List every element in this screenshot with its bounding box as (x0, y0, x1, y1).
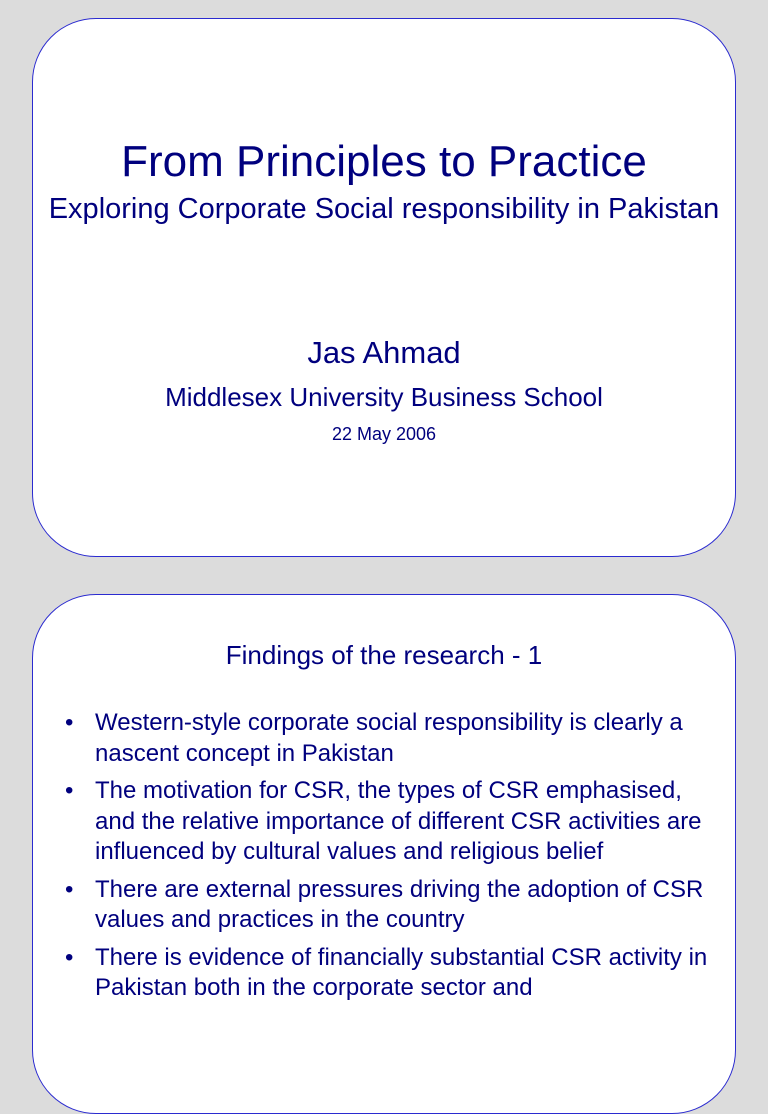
bullet-text: Western-style corporate social responsibility is clearly a nascent concept in Pakistan (95, 709, 683, 767)
author-affiliation: Middlesex University Business School (165, 382, 603, 412)
slide-title: From Principles to Practice (121, 137, 647, 186)
findings-slide (32, 594, 736, 1114)
bullet-dot-icon: • (65, 777, 74, 804)
bullet-list (63, 708, 713, 1011)
bullet-dot-icon: • (65, 709, 74, 736)
presentation-date: 22 May 2006 (331, 424, 437, 444)
bullet-item (63, 943, 713, 1004)
slide-heading: Findings of the research - 1 (225, 640, 543, 670)
bullet-text: There are external pressures driving the adoption of CSR values and practices in the country (95, 875, 704, 933)
slide-subtitle: Exploring Corporate Social responsibility in Pakistan (48, 193, 720, 225)
bullet-item (63, 875, 713, 936)
bullet-text: There is evidence of financially substantial CSR activity in Pakistan both in the corporate sector and (95, 943, 708, 1001)
bullet-item (63, 708, 713, 769)
bullet-item (63, 776, 713, 868)
bullet-dot-icon: • (65, 875, 74, 903)
bullet-text: The motivation for CSR, the types of CSR emphasised, and the relative importance of different CSR activities are influenced by cultural values and religious belief (95, 777, 702, 865)
bullet-dot-icon: • (65, 943, 74, 971)
author-name: Jas Ahmad (307, 335, 461, 370)
title-slide (32, 18, 736, 557)
